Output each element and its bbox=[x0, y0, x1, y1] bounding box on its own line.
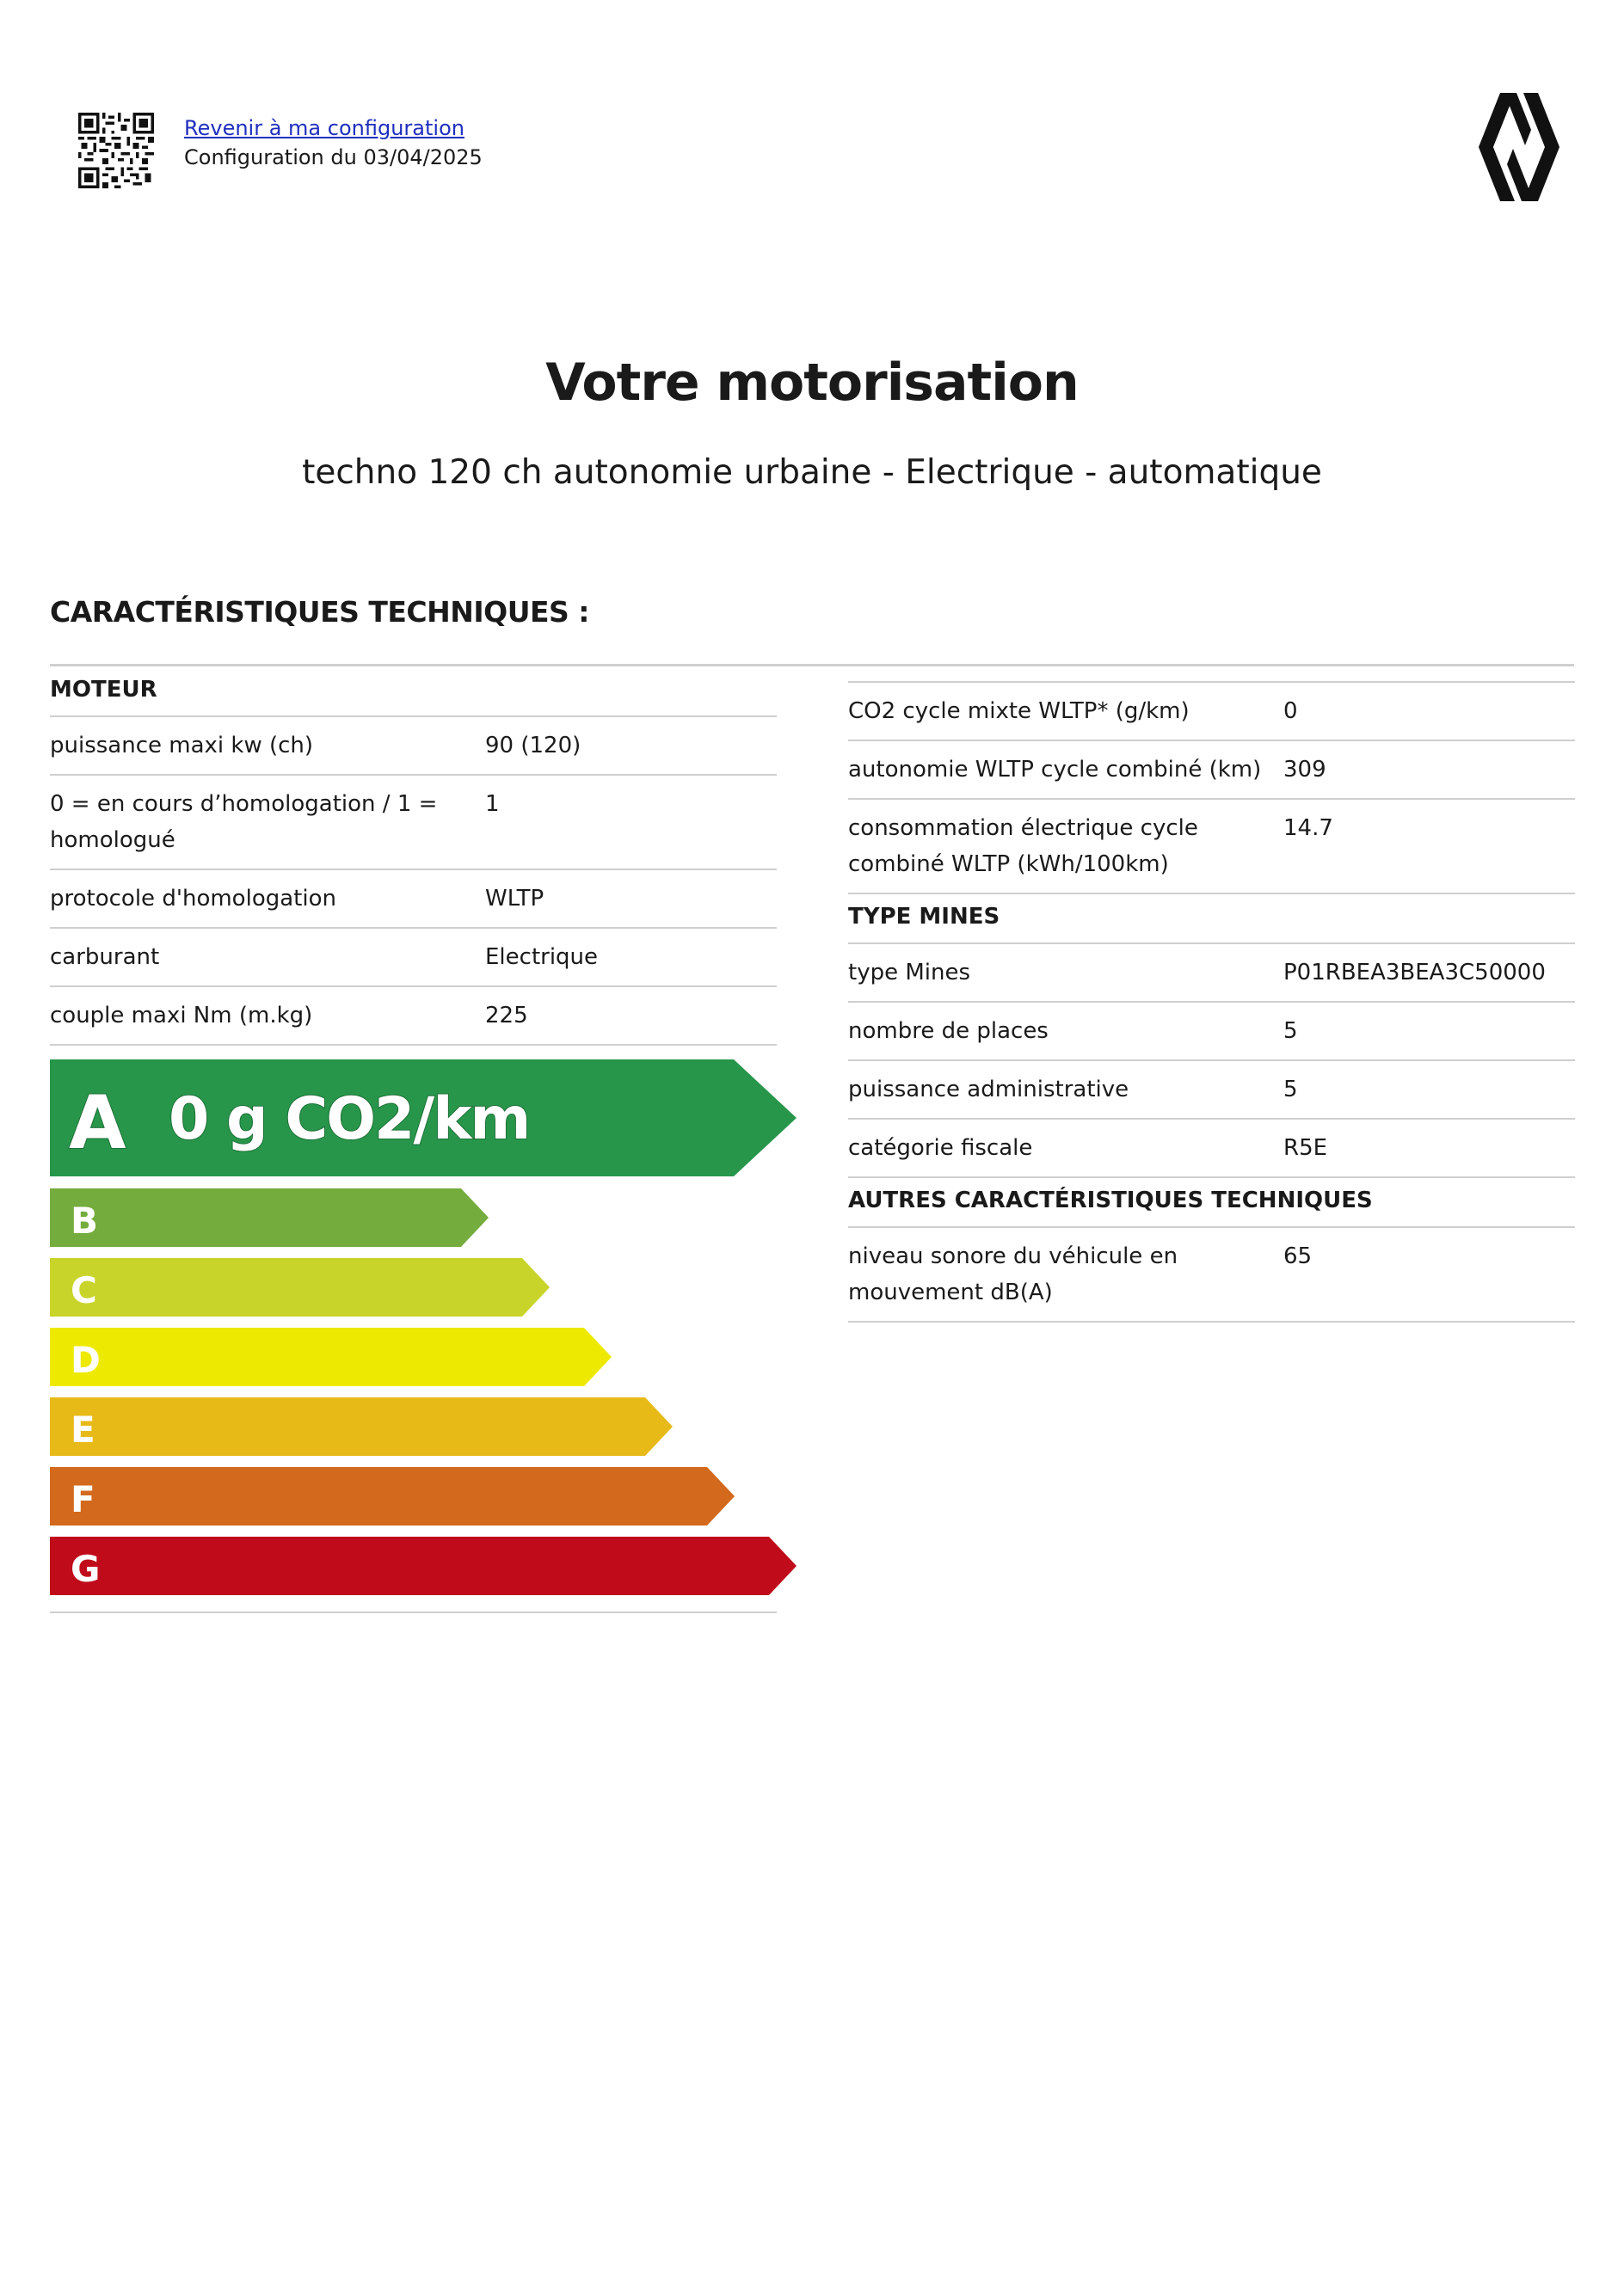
energy-class-d-arrow bbox=[50, 1328, 612, 1386]
divider bbox=[50, 1611, 777, 1613]
spec-label: 0 = en cours d’homologation / 1 = homologué bbox=[50, 791, 438, 853]
spec-value: 90 (120) bbox=[485, 733, 581, 758]
spec-value: 309 bbox=[1283, 757, 1326, 783]
energy-class-f-arrow bbox=[50, 1467, 735, 1526]
energy-bar-c bbox=[50, 1258, 550, 1317]
energy-class-c-arrow bbox=[50, 1258, 550, 1317]
energy-class-d-letter: D bbox=[71, 1339, 101, 1381]
spec-row bbox=[848, 944, 1575, 1003]
spec-row bbox=[848, 1003, 1575, 1061]
spec-label: couple maxi Nm (m.kg) bbox=[50, 1003, 313, 1028]
spec-label: puissance administrative bbox=[848, 1077, 1129, 1102]
spec-value: 14.7 bbox=[1283, 815, 1333, 841]
spec-label: niveau sonore du véhicule en mouvement dB(A) bbox=[848, 1243, 1178, 1305]
spec-value: 5 bbox=[1283, 1077, 1298, 1102]
spec-label: consommation électrique cycle combiné WLTP (kWh/100km) bbox=[848, 815, 1198, 877]
spec-value: 0 bbox=[1283, 698, 1298, 724]
spec-value: 5 bbox=[1283, 1018, 1298, 1044]
energy-class-c-letter: C bbox=[71, 1269, 97, 1311]
page-title: Votre motorisation bbox=[545, 353, 1079, 413]
spec-row bbox=[50, 776, 777, 870]
spec-label: catégorie fiscale bbox=[848, 1135, 1033, 1161]
emissions-specs-column bbox=[848, 681, 1575, 1323]
energy-class-g-letter: G bbox=[71, 1548, 101, 1590]
spec-value: 65 bbox=[1283, 1243, 1313, 1269]
spec-row bbox=[50, 870, 777, 929]
spec-row bbox=[848, 1228, 1575, 1323]
spec-label: CO2 cycle mixte WLTP* (g/km) bbox=[848, 698, 1190, 724]
spec-value: 1 bbox=[485, 791, 500, 817]
energy-bar-d bbox=[50, 1328, 612, 1386]
energy-class-b-letter: B bbox=[71, 1200, 99, 1242]
spec-label: type Mines bbox=[848, 960, 971, 985]
energy-bar-f bbox=[50, 1467, 735, 1526]
energy-bar-g bbox=[50, 1537, 797, 1595]
qr-code-icon bbox=[78, 113, 154, 188]
spec-label: protocole d'homologation bbox=[50, 886, 336, 912]
spec-row bbox=[848, 741, 1575, 800]
group-heading-moteur: MOTEUR bbox=[50, 667, 777, 717]
spec-row bbox=[848, 1120, 1575, 1178]
energy-bar-e bbox=[50, 1397, 673, 1456]
spec-value: P01RBEA3BEA3C50000 bbox=[1283, 960, 1546, 985]
spec-row bbox=[50, 929, 777, 987]
spec-value: R5E bbox=[1283, 1135, 1328, 1161]
energy-class-a-value: 0 g CO2/km bbox=[169, 1085, 530, 1153]
spec-label: autonomie WLTP cycle combiné (km) bbox=[848, 757, 1262, 783]
energy-class-a-letter: A bbox=[69, 1080, 126, 1166]
energy-class-g-arrow bbox=[50, 1537, 797, 1595]
spec-value: Electrique bbox=[485, 944, 599, 970]
energy-class-b-arrow bbox=[50, 1188, 489, 1247]
back-to-configuration-link[interactable]: Revenir à ma configuration bbox=[184, 116, 464, 140]
spec-row bbox=[50, 717, 777, 776]
co2-energy-label bbox=[50, 1059, 807, 1610]
spec-value: 225 bbox=[485, 1003, 528, 1028]
spec-label: puissance maxi kw (ch) bbox=[50, 733, 314, 758]
energy-bar-b bbox=[50, 1188, 489, 1247]
spec-label: nombre de places bbox=[848, 1018, 1049, 1044]
configuration-date: Configuration du 03/04/2025 bbox=[184, 145, 483, 169]
group-heading-other-specs: AUTRES CARACTÉRISTIQUES TECHNIQUES bbox=[848, 1178, 1575, 1228]
divider bbox=[50, 664, 1574, 666]
engine-specs-column bbox=[50, 667, 777, 1046]
spec-row bbox=[848, 683, 1575, 741]
spec-row bbox=[848, 1061, 1575, 1120]
energy-class-e-letter: E bbox=[71, 1409, 95, 1451]
section-title: CARACTÉRISTIQUES TECHNIQUES : bbox=[50, 595, 590, 629]
engine-subtitle: techno 120 ch autonomie urbaine - Electrique - automatique bbox=[302, 453, 1322, 492]
energy-class-e-arrow bbox=[50, 1397, 673, 1456]
renault-logo-icon bbox=[1476, 91, 1562, 203]
spec-label: carburant bbox=[50, 944, 160, 970]
energy-class-a-arrow bbox=[50, 1059, 797, 1176]
spec-value: WLTP bbox=[485, 886, 544, 912]
energy-class-f-letter: F bbox=[71, 1478, 95, 1520]
group-heading-type-mines: TYPE MINES bbox=[848, 894, 1575, 944]
spec-row bbox=[50, 987, 777, 1046]
spec-row bbox=[848, 800, 1575, 894]
